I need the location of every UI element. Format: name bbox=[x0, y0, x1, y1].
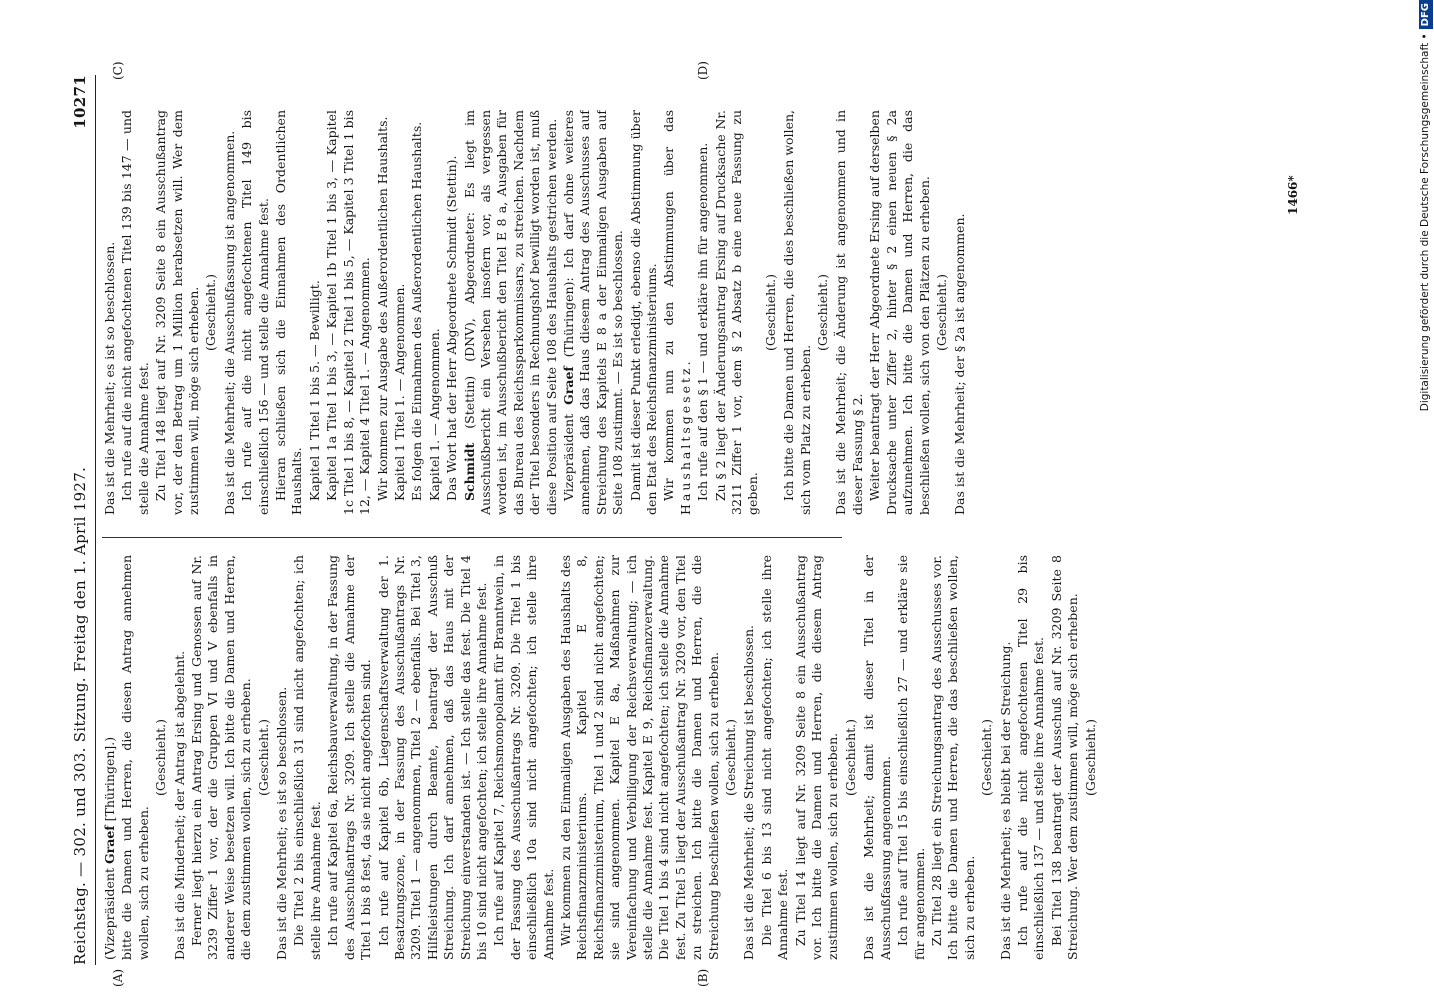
paragraph: (Geschieht.) bbox=[203, 273, 219, 352]
paragraph: Ich rufe auf Kapitel 6a, Reichsbauverwaltung, in der Fassung des Ausschußantrags Nr. 3209. Ich stelle die Annahme der Titel 1 bis 8 fest, da sie nicht angefochten sind. bbox=[325, 555, 374, 960]
paragraph: bitte die Damen und Herren, die diesen Antrag annehmen wollen, sich zu erheben. bbox=[119, 555, 151, 960]
paragraph: Das ist die Mehrheit; es ist so beschlossen. bbox=[102, 241, 117, 515]
paragraph: Das ist die Mehrheit; die Ausschußfassung ist angenommen. bbox=[221, 130, 237, 515]
paragraph: (Geschieht.) bbox=[933, 273, 949, 352]
paragraph: Hieran schließen sich die Einnahmen des Ordentlichen Haushalts. bbox=[273, 110, 305, 515]
paragraph: Ich rufe auf die nicht angefochtenen Titel 149 bis einschließlich 156 — und stelle die Annahme fest. bbox=[239, 110, 271, 515]
paragraph: Wir kommen zu den Einmaligen Ausgaben des Haushalts des Reichsfinanzministeriums. Kapitel E 8, Reichsfinanzministerium, Titel 1 und 2 sind nicht angefochten; sie sind angenommen. Kapitel E 8a, Maßnahmen zur Vereinfachung und Verbilligung der Reichsverwaltung; — ich stelle die Annahme fest. Kapitel E 9, Reichsfinanzverwaltung. Die Titel 1 bis 4 sind nicht angefochten; ich stelle die Annahme fest. Zu Titel 5 liegt der Ausschußantrag Nr. 3209 vor, den Titel zu streichen. Ich bitte die Damen und Herren, die die Streichung beschließen wollen, sich zu erheben. bbox=[557, 555, 721, 960]
paragraph: Damit ist dieser Punkt erledigt, ebenso die Abstimmung über den Etat des Reichsfinanzministeriums. bbox=[627, 110, 659, 515]
paragraph: (Geschieht.) bbox=[255, 718, 271, 797]
paragraph: Bei Titel 138 beantragt der Ausschuß auf Nr. 3209 Seite 8 Streichung. Wer dem zustimmen will, möge sich erheben. bbox=[1048, 555, 1081, 960]
paragraph: Kapitel 1 Titel 1 bis 5. — Bewilligt. bbox=[306, 280, 322, 501]
margin-mark-d: (D) bbox=[696, 61, 710, 80]
running-header bbox=[72, 75, 92, 965]
paragraph: (Geschieht.) bbox=[762, 273, 778, 352]
margin-mark-b: (B) bbox=[696, 968, 710, 987]
paragraph: Ich rufe auf den § 1 — und erkläre ihn für angenommen. bbox=[695, 142, 711, 501]
rotated-print-page bbox=[70, 55, 1320, 985]
paragraph: Kapitel 1 Titel 1. — Angenommen. bbox=[391, 283, 407, 501]
paragraph: Das ist die Mehrheit; die Streichung ist beschlossen. bbox=[741, 624, 757, 960]
paragraph: (Geschieht.) bbox=[1082, 718, 1098, 797]
paragraph: Das ist die Mehrheit; der § 2a ist angenommen. bbox=[952, 213, 968, 515]
paragraph: Ich rufe auf die nicht angefochtenen Titel 29 bis einschließlich 137 — und stelle ihre Annahme fest. bbox=[1014, 555, 1047, 960]
paragraph: Die Titel 6 bis 13 sind nicht angefochten; ich stelle ihre Annahme fest. bbox=[758, 555, 791, 960]
paragraph: Ich rufe auf Kapitel 7, Reichsmonopolamt für Branntwein, in der Fassung des Ausschußantrags Nr. 3209. Die Titel 1 bis einschließlich 10a sind nicht angefochten; ich stelle ihre Annahme fest. bbox=[491, 555, 556, 960]
dfg-logo: DFG bbox=[1419, 0, 1433, 29]
paragraph: (Geschieht.) bbox=[153, 718, 169, 797]
paragraph: (Geschieht.) bbox=[979, 718, 995, 797]
paragraph: Zu Titel 148 liegt auf Nr. 3209 Seite 8 ein Ausschußantrag vor, der den Betrag um 1 Million herabsetzen will. Wer dem zustimmen will, möge sich erheben. bbox=[153, 110, 202, 515]
paragraph: Schmidt (Stettin) (DNV), Abgeordneter: Es liegt im Ausschußbericht ein Versehen insofern vor, als vergessen worden ist, im Ausschußbericht den Titel E 8 a, Ausgaben für das Bureau des Reichssparkommissars, zu streichen. Nachdem der Titel besonders in Rechnungshof bewilligt worden ist, muß diese Position auf Seite 108 des Haushalts gestrichen werden. bbox=[461, 110, 559, 515]
paragraph: Ich rufe auf Titel 15 bis einschließlich 27 — und erkläre sie für angenommen. bbox=[895, 555, 927, 960]
paragraph: Ich rufe auf Kapitel 6b, Liegenschaftsverwaltung der 1. Besatzungszone, in der Fassung des Ausschußantrags Nr. 3209. Titel 1 — angenommen, Titel 2 — ebenfalls. Bei Titel 3, Hilfsleistungen durch Beamte, beantragt der Ausschuß Streichung. Ich darf annehmen, daß das Haus mit der Streichung einverstanden ist. — Ich stelle das fest. Die Titel 4 bis 10 sind nicht angefochten; ich stelle ihre Annahme fest. bbox=[375, 555, 489, 960]
paragraph: (Geschieht.) bbox=[723, 718, 739, 797]
paragraph: Das ist die Mehrheit; damit ist dieser Titel in der Ausschußfassung angenommen. bbox=[861, 555, 893, 960]
paragraph: Wir kommen zur Ausgabe des Außerordentlichen Haushalts. bbox=[374, 116, 390, 501]
paragraph: Das ist die Mehrheit; es ist so beschlossen. bbox=[274, 686, 290, 960]
header-rule bbox=[95, 75, 96, 965]
paragraph: (Geschieht.) bbox=[815, 273, 831, 352]
paragraph: (Vizepräsident Graef [Thüringen].) bbox=[102, 736, 117, 960]
left-column bbox=[102, 555, 1307, 960]
page-number: 10271 bbox=[71, 75, 89, 129]
header-title: Reichstag. — 302. und 303. Sitzung. Freitag den 1. April 1927. bbox=[71, 466, 89, 965]
paragraph: Zu § 2 liegt der Änderungsantrag Ersing auf Drucksache Nr. 3211 Ziffer 1 vor, dem § 2 Absatz b eine neue Fassung zu geben. bbox=[712, 110, 761, 515]
paragraph: Zu Titel 28 liegt ein Streichungsantrag des Ausschusses vor. Ich bitte die Damen und Herren, die das beschließen wollen, sich zu erheben. bbox=[928, 555, 977, 960]
dfg-notice-text: Digitalisierung gefördert durch die Deutsche Forschungsgemeinschaft • bbox=[1419, 33, 1431, 412]
paragraph: Das Wort hat der Herr Abgeordnete Schmidt (Stettin). bbox=[444, 155, 460, 501]
right-column bbox=[102, 110, 1307, 515]
paragraph: (Geschieht.) bbox=[842, 718, 858, 797]
paragraph: Ich rufe auf die nicht angefochtenen Titel 139 bis 147 — und stelle die Annahme fest. bbox=[119, 110, 151, 515]
paragraph: Weiter beantragt der Herr Abgeordnete Ersing auf derselben Drucksache unter Ziffer 2, hinter § 2 einen neuen § 2a aufzunehmen. Ich bitte die Damen und Herren, die das beschließen wollen, sich von den Plätzen zu erheben. bbox=[867, 110, 932, 515]
paragraph: Zu Titel 14 liegt auf Nr. 3209 Seite 8 ein Ausschußantrag vor. Ich bitte die Damen und Herren, die diesem Antrag zustimmen wollen, sich zu erheben. bbox=[792, 555, 841, 960]
signature-mark: 1466* bbox=[1286, 175, 1300, 215]
margin-mark-a: (A) bbox=[111, 968, 125, 987]
column-rule bbox=[102, 537, 842, 538]
paragraph: Kapitel 1. — Angenommen. bbox=[426, 328, 442, 501]
paragraph: Es folgen die Einnahmen des Außerordentlichen Haushalts. bbox=[409, 121, 425, 501]
paragraph: Vizepräsident Graef (Thüringen): Ich darf ohne weiteres annehmen, daß das Haus diesem Antrag des Ausschusses auf Streichung des Kapitels E 8 a der Einmaligen Ausgaben auf Seite 108 zustimmt. — Es ist so beschlossen. bbox=[560, 110, 626, 515]
paragraph: Wir kommen nun zu den Abstimmungen über das Haushaltsgesetz. bbox=[661, 110, 693, 515]
paragraph: Das ist die Mehrheit; es bleibt bei der Streichung. bbox=[997, 641, 1013, 960]
paragraph: Ferner liegt hierzu ein Antrag Ersing und Genossen auf Nr. 3239 Ziffer 1 vor, der die Gruppen VI und V ebenfalls in anderer Weise besetzen will. Ich bitte die Damen und Herren, die dem zustimmen wollen, sich zu erheben. bbox=[189, 555, 254, 960]
paragraph: Das ist die Minderheit; der Antrag ist abgelehnt. bbox=[171, 650, 187, 960]
margin-mark-c: (C) bbox=[111, 61, 125, 80]
paragraph: Ich bitte die Damen und Herren, die dies beschließen wollen, sich vom Platz zu erheben. bbox=[781, 110, 813, 515]
paragraph: Kapitel 1a Titel 1 bis 3, — Kapitel 1b Titel 1 bis 3, — Kapitel 1c Titel 1 bis 8, — Kapitel 2 Titel 1 bis 5, — Kapitel 3 Titel 1 bis 12, — Kapitel 4 Titel 1. — Angenommen. bbox=[324, 110, 373, 515]
dfg-side-notice bbox=[1416, 0, 1434, 990]
paragraph: Die Titel 2 bis einschließlich 31 sind nicht angefochten; ich stelle ihre Annahme fest. bbox=[291, 555, 323, 960]
paragraph: Das ist die Mehrheit; die Änderung ist angenommen und in dieser Fassung § 2. bbox=[833, 110, 865, 515]
